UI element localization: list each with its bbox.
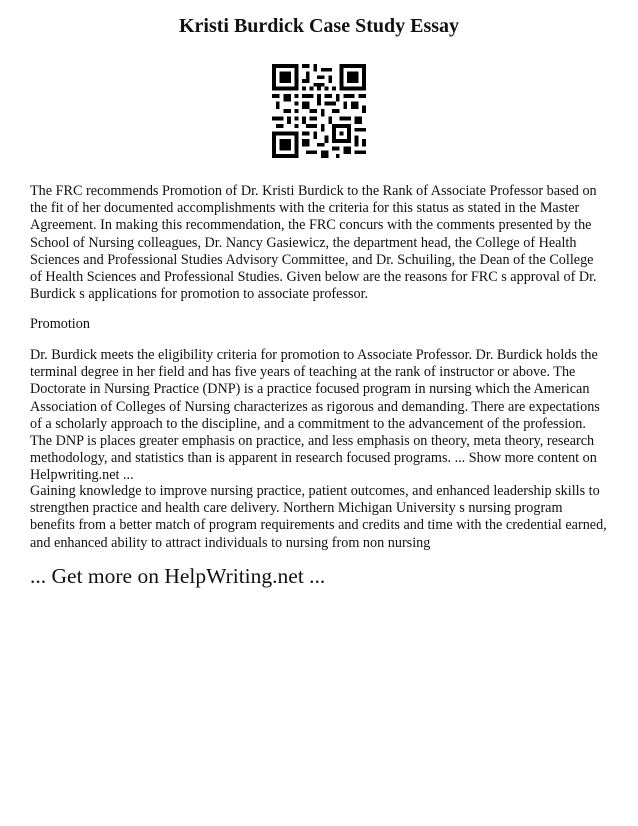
intro-paragraph: The FRC recommends Promotion of Dr. Kristi Burdick to the Rank of Associate Professor based on the fit of her documented accomplishments with the criteria for this status as stated in the Master Agreement. In making this recommendation, the FRC concurs with the comments presented by the School of Nursing colleagues, Dr. Nancy Gasiewicz, the department head, the College of Health Sciences and Professional Studies Advisory Committee, and Dr. Schuiling, the Dean of the College of Health Sciences and Professional Studies. Given below are the reasons for FRC s approval of Dr. Burdick s applications for promotion to associate professor. — [30, 183, 597, 303]
knowledge-paragraph: Gaining knowledge to improve nursing practice, patient outcomes, and enhanced leadership skills to strengthen practice and health care delivery. Northern Michigan University s nursing program benefits from a better match of program requirements and credits and time with the credential earned, and enhanced ability to attract individuals to nursing from non nursing — [30, 483, 607, 551]
promotion-paragraph: Dr. Burdick meets the eligibility criteria for promotion to Associate Professor. Dr. Burdick holds the terminal degree in her field and has five years of teaching at the rank of instructor or above. The Doctorate in Nursing Practice (DNP) is a practice focused program in nursing which the American Association of Colleges of Nursing characterizes as rigorous and demanding. There are expectations of a scholarly approach to the discipline, and a commitment to the advancement of the profession. The DNP is places greater emphasis on practice, and less emphasis on theory, meta theory, research methodology, and statistics than is apparent in research focused programs. ... Show more content on Helpwriting.net ... — [30, 347, 600, 484]
page-title: Kristi Burdick Case Study Essay — [178, 15, 460, 37]
get-more-link[interactable]: ... Get more on HelpWriting.net ... — [30, 564, 326, 588]
qr-code-icon — [272, 64, 366, 158]
section-heading-promotion: Promotion — [30, 316, 90, 332]
